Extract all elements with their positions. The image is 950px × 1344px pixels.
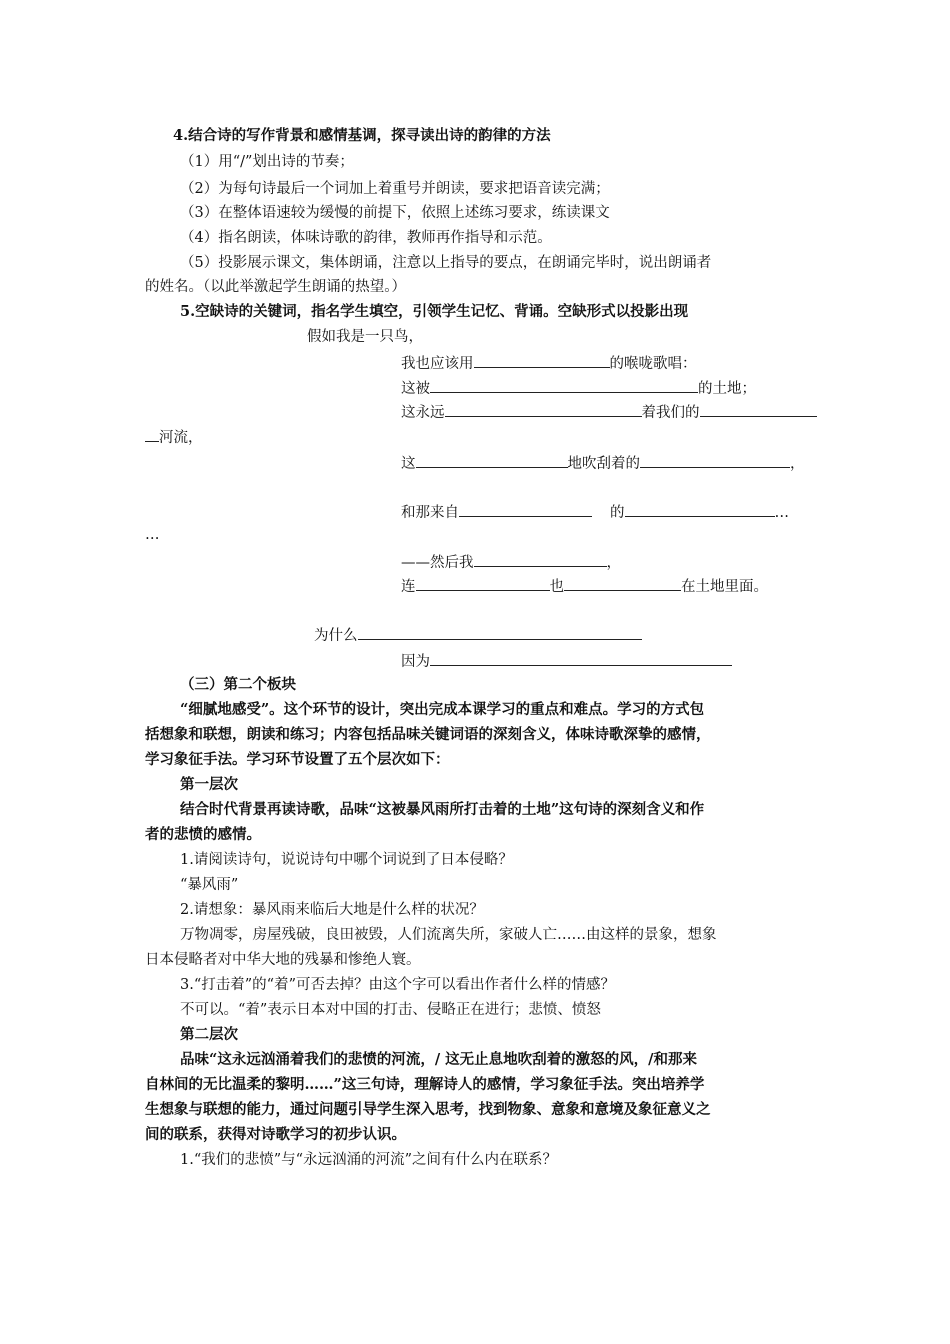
section4-step: （4）指名朗读，体味诗歌的韵律，教师再作指导和示范。 [180,230,552,246]
layer2-desc: 生想象与联想的能力，通过问题引导学生深入思考，找到物象、意象和意境及象征意义之 [145,1101,711,1118]
block2-title: （三）第二个板块 [180,676,296,693]
fill-blank [445,401,642,417]
block2-intro: “细腻地感受”。这个环节的设计，突出完成本课学习的重点和难点。学习的方式包 [180,701,705,718]
section5-heading: 5.空缺诗的关键词，指名学生填空，引领学生记忆、背诵。空缺形式以投影出现 [180,303,689,320]
fill-blank [358,624,642,640]
layer1-answer: 日本侵略者对中华大地的残暴和惨绝人寰。 [145,952,421,968]
layer1-desc: 者的悲愤的感情。 [145,826,261,843]
layer2-question: 1.“我们的悲愤”与“永远汹涌的河流”之间有什么内在联系？ [180,1152,557,1168]
layer2-desc: 品味“这永远汹涌着我们的悲愤的河流，/ 这无止息地吹刮着的激怒的风，/和那来 [180,1051,697,1068]
fill-blank [564,575,681,591]
fill-blank [145,426,159,442]
poem-line: 和那来自 的 … [401,501,789,523]
fill-blank [430,650,732,666]
section4-step: （3）在整体语速较为缓慢的前提下，依照上述练习要求，练读课文 [180,205,610,221]
layer1-answer: 万物凋零，房屋残破，良田被毁，人们流离失所，家破人亡……由这样的景象，想象 [180,927,717,943]
layer1-title: 第一层次 [180,776,238,793]
poem-line: 我也应该用 的喉咙歌唱： [401,352,697,374]
block2-intro: 括想象和联想，朗读和练习；内容包括品味关键词语的深刻含义，体味诗歌深挚的感情， [145,726,711,743]
layer1-answer: 不可以。“着”表示日本对中国的打击、侵略正在进行；悲愤、愤怒 [180,1002,601,1018]
section4-step: （1）用“/”划出诗的节奏； [180,154,354,170]
poem-line: 这 地吹刮着的 ， [401,452,805,474]
layer1-question: 3.“打击着”的“着”可否去掉？由这个字可以看出作者什么样的情感？ [180,977,615,993]
layer1-desc: 结合时代背景再读诗歌，品味“这被暴风雨所打击着的土地”这句诗的深刻含义和作 [180,801,705,818]
layer1-answer: “暴风雨” [180,877,239,893]
section4-step: （2）为每句诗最后一个词加上着重号并朗读，要求把语音读完满； [180,181,610,197]
fill-blank [474,352,610,368]
poem-line: … [145,527,160,543]
section4-step: （5）投影展示课文，集体朗诵，注意以上指导的要点，在朗诵完毕时，说出朗诵者 [180,255,712,271]
poem-line: 连 也 在土地里面。 [401,575,768,597]
poem-line: 这被 的土地； [401,377,756,399]
fill-blank [625,501,775,517]
layer1-question: 2.请想象：暴风雨来临后大地是什么样的状况？ [180,902,484,918]
fill-blank [430,377,698,393]
poem-line: 这永远 着我们的 [401,401,817,423]
why-line: 为什么 [314,624,642,646]
layer1-question: 1.请阅读诗句，说说诗句中哪个词说到了日本侵略？ [180,852,513,868]
fill-blank [700,401,817,417]
fill-blank [474,551,607,567]
fill-blank [416,575,550,591]
block2-intro: 学习象征手法。学习环节设置了五个层次如下： [145,751,450,768]
because-line: 因为 [401,650,732,672]
fill-blank [416,452,568,468]
poem-line: ——然后我 ， [401,551,621,573]
layer2-desc: 自林间的无比温柔的黎明……”这三句诗，理解诗人的感情，学习象征手法。突出培养学 [145,1076,705,1093]
section4-heading: 4.结合诗的写作背景和感情基调，探寻读出诗的韵律的方法 [173,127,551,144]
poem-line: 假如我是一只鸟， [307,329,423,345]
fill-blank [640,452,790,468]
layer2-title: 第二层次 [180,1026,238,1043]
fill-blank [459,501,592,517]
layer2-desc: 间的联系，获得对诗歌学习的初步认识。 [145,1126,406,1143]
poem-line: 河流， [145,426,203,448]
section4-step: 的姓名。（以此举激起学生朗诵的热望。） [145,279,406,295]
